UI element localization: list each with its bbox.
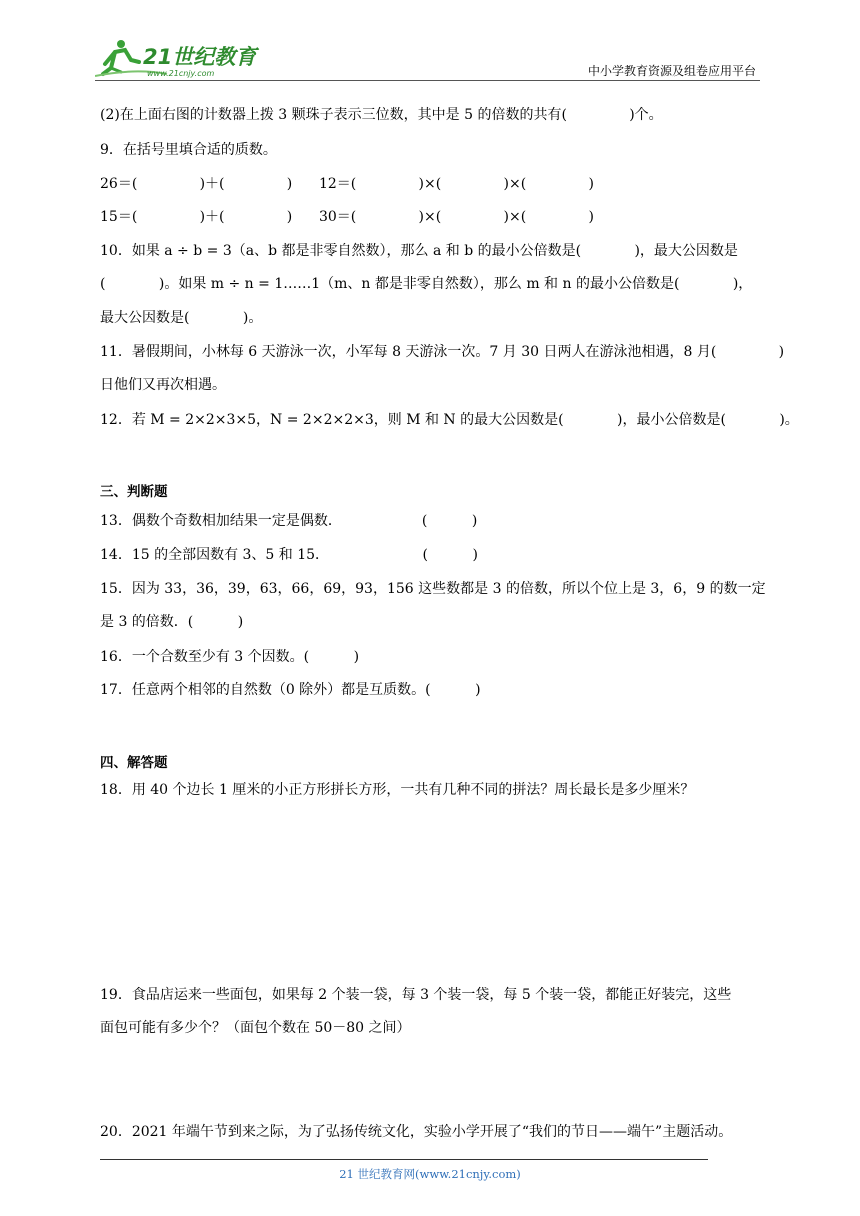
question-10-line2: ( )。如果 m ÷ n = 1……1（m、n 都是非零自然数），那么 m 和 n 的最小公倍数是( )， (100, 276, 753, 292)
question-15-line2: 是 3 的倍数．( ) (100, 614, 244, 630)
section-3-heading: 三、判断题 (100, 484, 168, 500)
question-8-part2: (2)在上面右图的计数器上拨 3 颗珠子表示三位数，其中是 5 的倍数的共有( )个。 (100, 107, 663, 123)
question-17: 17．任意两个相邻的自然数（0 除外）都是互质数。( ) (100, 682, 481, 698)
footer-divider (100, 1159, 708, 1160)
question-19-line2: 面包可能有多少个？（面包个数在 50－80 之间） (100, 1020, 411, 1036)
question-10-line3: 最大公因数是( )。 (100, 310, 263, 326)
question-12: 12．若 M = 2×2×3×5，N = 2×2×2×3，则 M 和 N 的最大公因数是( )，最小公倍数是( )。 (100, 412, 799, 428)
logo-runner-icon (95, 38, 265, 80)
site-logo (95, 38, 265, 80)
section-4-heading: 四、解答题 (100, 755, 168, 771)
question-20: 20．2021 年端午节到来之际，为了弘扬传统文化，实验小学开展了“我们的节日——端午”主题活动。 (100, 1124, 733, 1140)
header-tagline: 中小学教育资源及组卷应用平台 (587, 64, 756, 78)
question-14: 14．15 的全部因数有 3、5 和 15． ( ) (100, 547, 478, 563)
question-11-line2: 日他们又再次相遇。 (100, 377, 226, 393)
question-10-line1: 10．如果 a ÷ b = 3（a、b 都是非零自然数），那么 a 和 b 的最小公倍数是( )，最大公因数是 (100, 243, 738, 259)
question-9-row2: 15＝( )＋( ) 30＝( )×( )×( ) (100, 209, 594, 225)
question-9-row1: 26＝( )＋( ) 12＝( )×( )×( ) (100, 176, 594, 192)
question-19-line1: 19．食品店运来一些面包，如果每 2 个装一袋，每 3 个装一袋，每 5 个装一袋，都能正好装完，这些 (100, 987, 732, 1003)
question-9: 9．在括号里填合适的质数。 (100, 142, 277, 158)
footer-link[interactable]: 21 世纪教育网(www.21cnjy.com) (339, 1167, 521, 1181)
svg-text:www.21cnjy.com: www.21cnjy.com (147, 69, 215, 78)
question-16: 16．一个合数至少有 3 个因数。( ) (100, 649, 360, 665)
question-18: 18．用 40 个边长 1 厘米的小正方形拼长方形，一共有几种不同的拼法？周长最长是多少厘米？ (100, 782, 695, 798)
header-divider (95, 80, 760, 81)
question-15-line1: 15．因为 33，36，39，63，66，69，93，156 这些数都是 3 的倍数，所以个位上是 3，6，9 的数一定 (100, 581, 766, 597)
svg-text:21世纪教育: 21世纪教育 (143, 45, 257, 69)
question-11-line1: 11．暑假期间，小林每 6 天游泳一次，小军每 8 天游泳一次。7 月 30 日两人在游泳池相遇，8 月( ) (100, 344, 785, 360)
question-13: 13．偶数个奇数相加结果一定是偶数． ( ) (100, 513, 478, 529)
